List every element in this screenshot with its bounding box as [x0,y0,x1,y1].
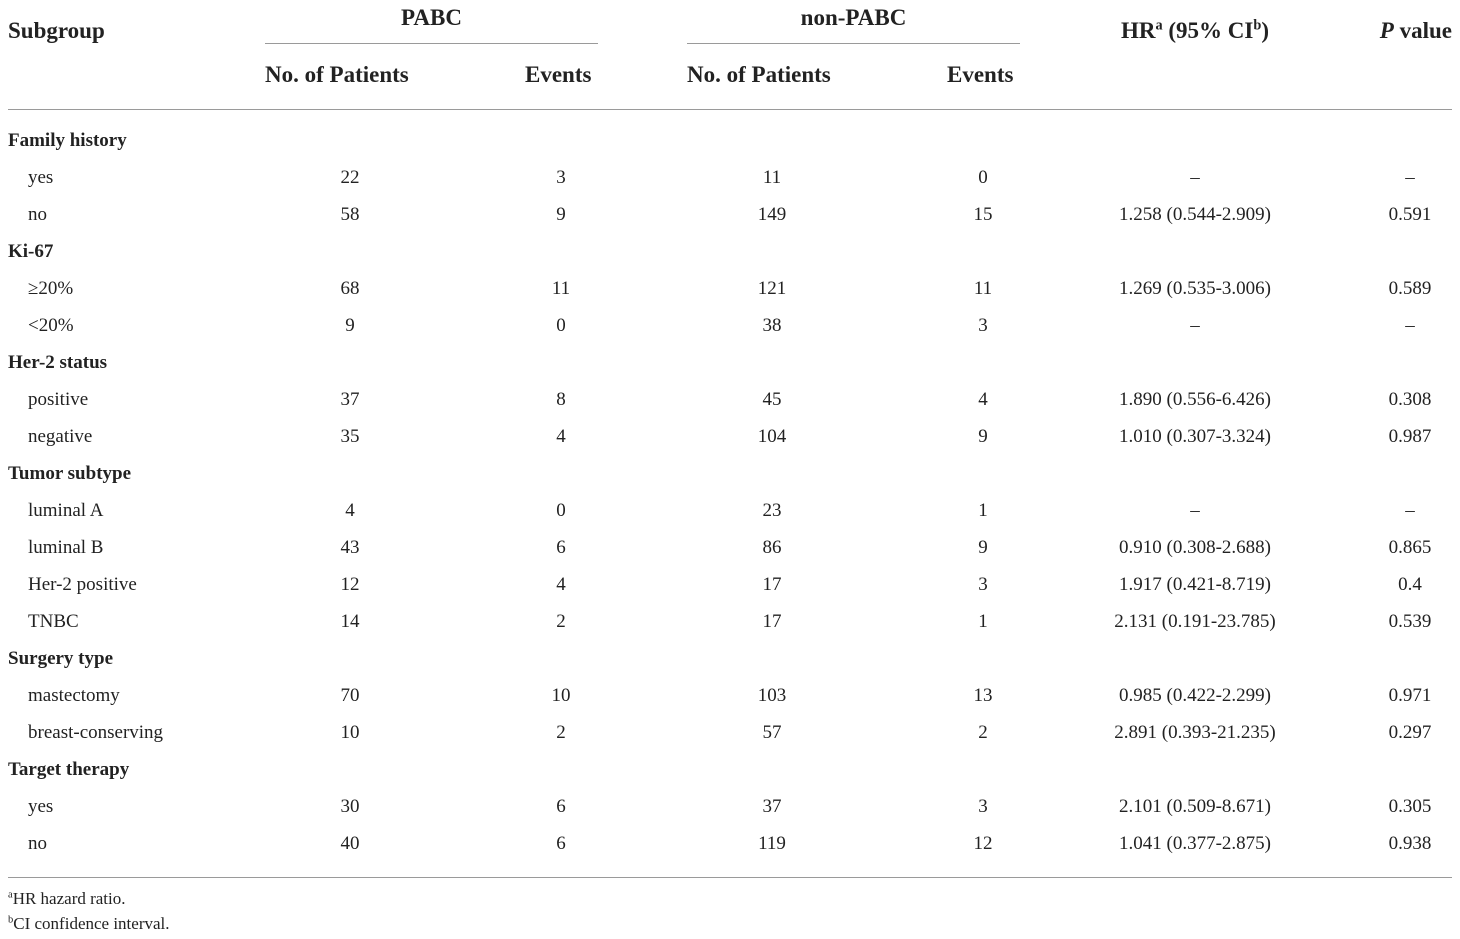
footnote-b [8,913,170,935]
non-pabc-events-cell: 0 [978,167,988,188]
pabc-events-cell: 0 [556,315,566,336]
p-value-cell: – [1405,315,1415,336]
hr-ci-cell: – [1190,167,1200,188]
pabc-patients-cell: 40 [340,833,360,854]
hr-ci-cell: 2.101 (0.509-8.671) [1119,796,1271,817]
subgroup-label: luminal B [28,537,104,558]
non-pabc-events-cell: 11 [973,278,993,299]
pabc-patients-cell: 22 [340,167,360,188]
subgroup-label: negative [28,426,93,447]
pabc-patients-cell: 30 [340,796,360,817]
pabc-patients-cell: 68 [340,278,360,299]
table-row [0,533,1460,563]
non-pabc-patients-cell: 119 [758,833,786,854]
non-pabc-events-cell: 3 [978,574,988,595]
pabc-events-cell: 9 [556,204,566,225]
non-pabc-events-cell: 3 [978,315,988,336]
non-pabc-patients-cell: 23 [762,500,782,521]
subgroup-label: ≥20% [28,278,74,299]
table-row [0,570,1460,600]
non-pabc-patients-cell: 149 [757,204,787,225]
pabc-patients-cell: 58 [340,204,360,225]
pabc-header-rule [265,43,598,44]
subgroup-header: Subgroup [8,18,105,43]
table-row [0,681,1460,711]
group-label: Family history [8,130,127,151]
pabc-events-cell: 2 [556,722,566,743]
non-pabc-patients-cell: 17 [762,574,782,595]
hr-header-pre: HR [1121,18,1156,43]
non-pabc-events-header: Events [947,62,1014,87]
hr-ci-cell: – [1190,500,1200,521]
table-row [0,163,1460,193]
pabc-events-cell: 0 [556,500,566,521]
pabc-events-cell: 11 [551,278,571,299]
subgroup-label: Her-2 positive [28,574,137,595]
non-pabc-events-cell: 1 [978,611,988,632]
hr-ci-cell: 0.910 (0.308-2.688) [1119,537,1271,558]
hr-ci-cell: – [1190,315,1200,336]
subgroup-label: mastectomy [28,685,120,706]
table-row [0,385,1460,415]
group-label: Tumor subtype [8,463,132,484]
hr-ci-cell: 1.890 (0.556-6.426) [1119,389,1271,410]
non-pabc-patients-cell: 37 [762,796,782,817]
hr-ci-cell: 2.891 (0.393-21.235) [1114,722,1276,743]
subgroup-label: <20% [28,315,74,336]
table-row [0,496,1460,526]
table-row [0,311,1460,341]
subgroup-label: yes [28,167,54,188]
table-row [0,422,1460,452]
subgroup-label: positive [28,389,89,410]
header-bottom-rule [8,109,1452,110]
footnote-a-text: HR hazard ratio. [12,889,126,908]
group-header-row [0,348,1460,378]
table-row [0,200,1460,230]
pabc-events-cell: 3 [556,167,566,188]
pabc-patients-header: No. of Patients [265,62,409,87]
p-value-header-italic: P [1379,18,1394,43]
non-pabc-events-cell: 1 [978,500,988,521]
non-pabc-events-cell: 4 [978,389,988,410]
subgroup-label: breast-conserving [28,722,164,743]
pabc-events-cell: 4 [556,426,566,447]
non-pabc-patients-cell: 45 [762,389,782,410]
table-row [0,607,1460,637]
pabc-patients-cell: 12 [340,574,360,595]
non-pabc-patients-cell: 11 [762,167,782,188]
pabc-patients-cell: 35 [340,426,360,447]
hr-header-post: ) [1261,18,1269,43]
pabc-patients-cell: 4 [345,500,355,521]
table-row [0,792,1460,822]
pabc-patients-cell: 70 [340,685,360,706]
p-value-cell: – [1405,167,1415,188]
non-pabc-events-cell: 15 [973,204,993,225]
group-label: Target therapy [8,759,130,780]
pabc-events-cell: 2 [556,611,566,632]
pabc-events-cell: 6 [556,796,566,817]
pabc-events-cell: 8 [556,389,566,410]
p-value-cell: – [1405,500,1415,521]
hr-ci-cell: 1.269 (0.535-3.006) [1119,278,1271,299]
pabc-patients-cell: 10 [340,722,360,743]
pabc-patients-cell: 9 [345,315,355,336]
p-value-cell: 0.591 [1388,204,1432,225]
hr-ci-cell: 2.131 (0.191-23.785) [1114,611,1276,632]
p-value-cell: 0.589 [1388,278,1432,299]
footnote-b-mark: b [8,914,14,926]
group-label: Ki-67 [8,241,54,262]
footnote-a-mark: a [8,889,13,901]
footnote-b-text: CI confidence interval. [13,914,170,933]
table-row [0,718,1460,748]
subgroup-label: no [28,833,47,854]
hr-ci-cell: 0.985 (0.422-2.299) [1119,685,1271,706]
non-pabc-patients-cell: 104 [757,426,787,447]
p-value-cell: 0.865 [1388,537,1432,558]
non-pabc-patients-cell: 57 [762,722,782,743]
pabc-patients-cell: 37 [340,389,360,410]
hr-ci-cell: 1.041 (0.377-2.875) [1119,833,1271,854]
table-row [0,829,1460,859]
non-pabc-events-cell: 2 [978,722,988,743]
non-pabc-patients-cell: 38 [762,315,782,336]
pabc-patients-cell: 14 [340,611,360,632]
group-header-row [0,126,1460,156]
subgroup-label: yes [28,796,54,817]
non-pabc-header-rule [687,43,1020,44]
non-pabc-events-cell: 9 [978,537,988,558]
pabc-events-cell: 6 [556,537,566,558]
non-pabc-events-cell: 9 [978,426,988,447]
p-value-cell: 0.297 [1388,722,1432,743]
pabc-header: PABC [401,5,462,30]
pabc-events-header: Events [525,62,592,87]
pabc-events-cell: 4 [556,574,566,595]
p-value-cell: 0.4 [1398,574,1422,595]
group-header-row [0,755,1460,785]
p-value-cell: 0.539 [1388,611,1432,632]
hr-header [1095,17,1295,45]
non-pabc-events-cell: 13 [973,685,993,706]
p-value-header-rest: value [1393,18,1452,43]
hr-ci-cell: 1.258 (0.544-2.909) [1119,204,1271,225]
non-pabc-events-cell: 12 [973,833,993,854]
non-pabc-patients-cell: 17 [762,611,782,632]
hr-header-sup-b: b [1253,17,1262,34]
p-value-cell: 0.305 [1388,796,1432,817]
pabc-events-cell: 10 [551,685,571,706]
non-pabc-patients-cell: 103 [757,685,787,706]
group-header-row [0,644,1460,674]
non-pabc-patients-header: No. of Patients [687,62,831,87]
p-value-cell: 0.987 [1388,426,1432,447]
table-row [0,274,1460,304]
table-bottom-rule [8,877,1452,878]
non-pabc-events-cell: 3 [978,796,988,817]
subgroup-label: TNBC [28,611,79,632]
hr-ci-cell: 1.917 (0.421-8.719) [1119,574,1271,595]
group-header-row [0,459,1460,489]
non-pabc-header: non-PABC [800,5,907,30]
pabc-patients-cell: 43 [340,537,360,558]
group-header-row [0,237,1460,267]
hr-header-sup-a: a [1155,17,1163,34]
non-pabc-patients-cell: 86 [762,537,782,558]
p-value-cell: 0.308 [1388,389,1432,410]
group-label: Surgery type [8,648,114,669]
group-label: Her-2 status [8,352,108,373]
p-value-cell: 0.938 [1388,833,1432,854]
pabc-events-cell: 6 [556,833,566,854]
subgroup-label: no [28,204,47,225]
hr-ci-cell: 1.010 (0.307-3.324) [1119,426,1271,447]
p-value-cell: 0.971 [1388,685,1432,706]
footnote-a [8,888,126,910]
non-pabc-patients-cell: 121 [757,278,787,299]
hr-header-mid: (95% CI [1162,18,1254,43]
subgroup-label: luminal A [28,500,104,521]
p-value-header [1380,17,1452,45]
